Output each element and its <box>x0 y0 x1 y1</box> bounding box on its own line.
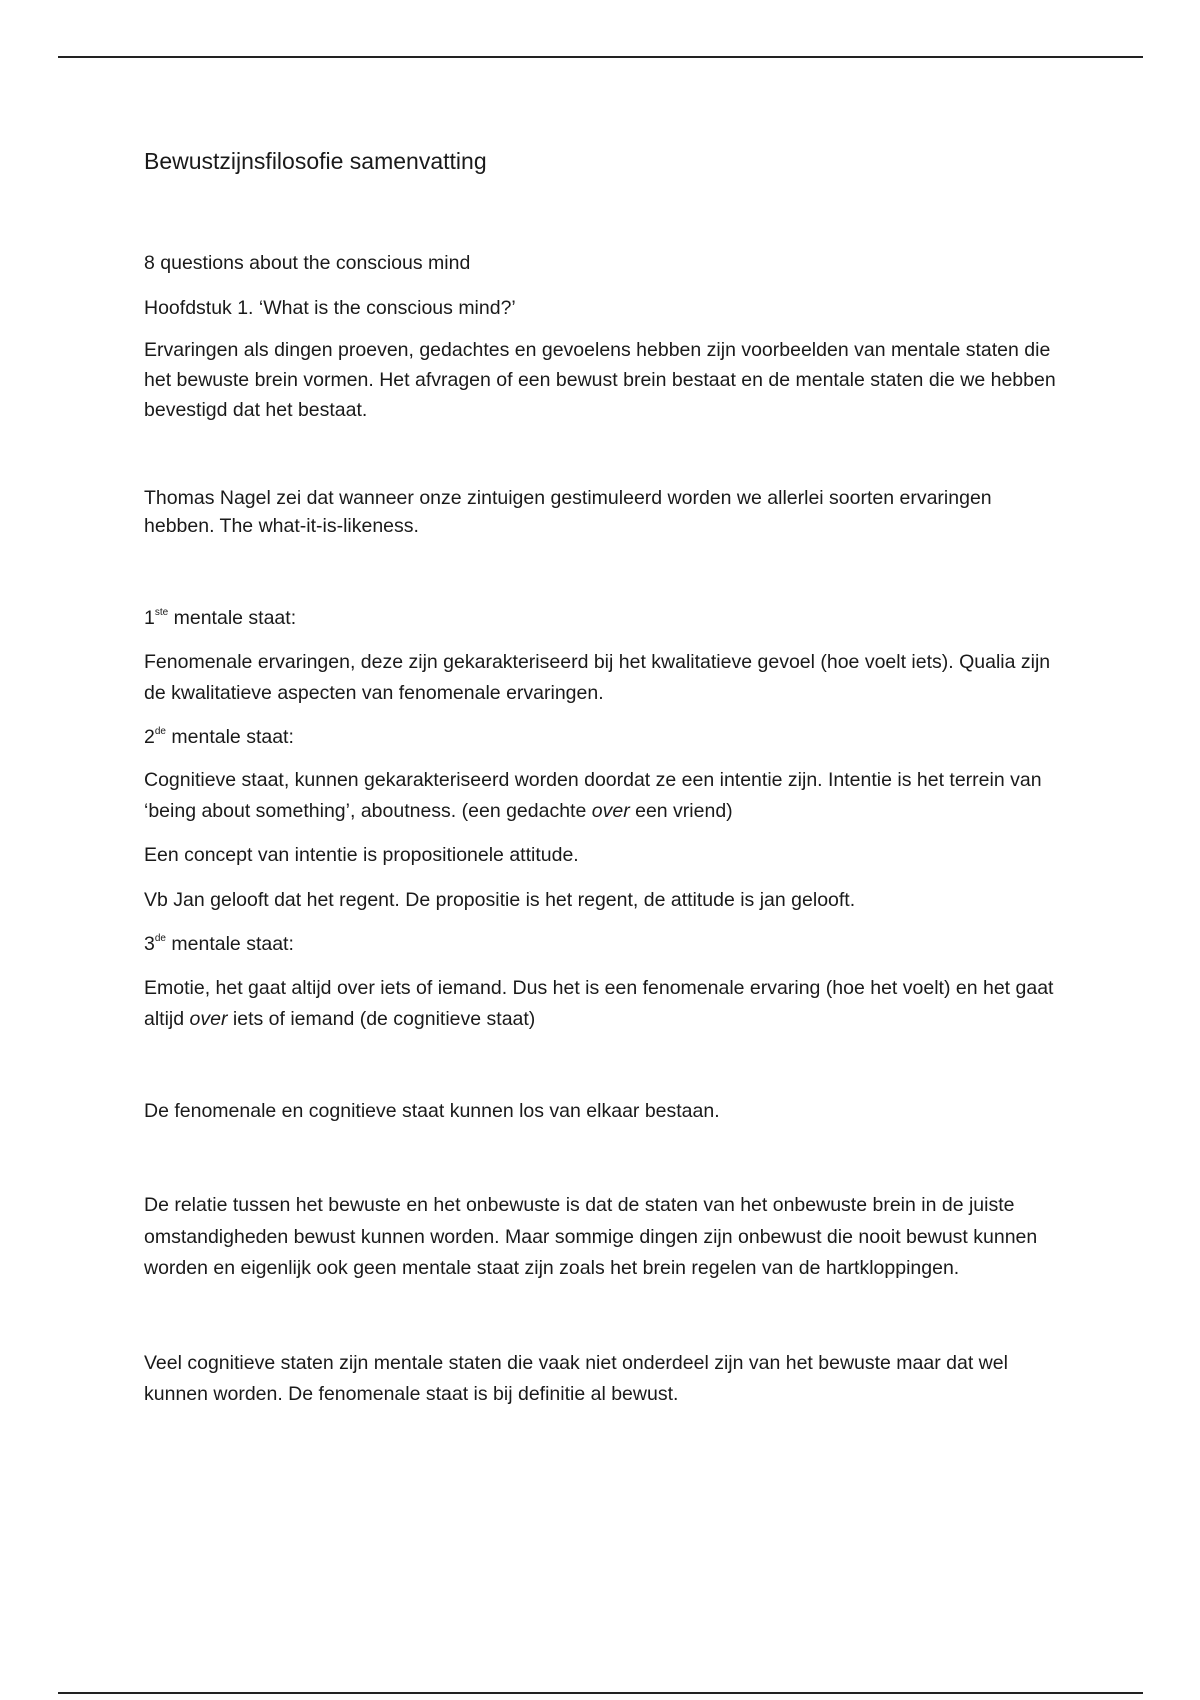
state1-heading <box>144 602 1064 635</box>
state1-ordinal: ste <box>154 607 169 618</box>
independent-paragraph: De fenomenale en cognitieve staat kunnen los van elkaar bestaan. <box>144 1099 720 1122</box>
state2-text-b: een vriend) <box>629 800 733 822</box>
cognitive-paragraph: Veel cognitieve staten zijn mentale staten die vaak niet onderdeel zijn van het bewuste maar dat wel kunnen worden. De fenomenale staat is bij definitie al bewust. <box>144 1351 1008 1405</box>
state3-text-b: iets of iemand (de cognitieve staat) <box>227 1007 536 1030</box>
nagel-paragraph: Thomas Nagel zei dat wanneer onze zintuigen gestimuleerd worden we allerlei soorten ervaringen hebben. The what-it-is-likeness. <box>144 487 992 537</box>
book-title: 8 questions about the conscious mind <box>144 252 471 274</box>
state2-label: mentale staat: <box>165 725 294 748</box>
state3-heading <box>144 928 1064 961</box>
state2-emphasis: over <box>591 800 630 822</box>
footer-rule <box>58 1692 1143 1694</box>
state1-paragraph: Fenomenale ervaringen, deze zijn gekarakteriseerd bij het kwalitatieve gevoel (hoe voelt iets). Qualia zijn de kwalitatieve aspecten van fenomenale ervaringen. <box>144 650 1051 704</box>
state2-heading <box>144 721 1064 754</box>
relation-paragraph: De relatie tussen het bewuste en het onbewuste is dat de staten van het onbewuste brein in de juiste omstandigheden bewust kunnen worden. Maar sommige dingen zijn onbewust die nooit bewust kunnen worden en eigenlijk ook geen mentale staat zijn zoals het brein regelen van de hartkloppingen. <box>144 1194 1038 1279</box>
document-title: Bewustzijnsfilosofie samenvatting <box>144 148 487 174</box>
state3-text-a: Emotie, het gaat altijd over iets of iemand. Dus het is een fenomenale ervaring (hoe het voelt) en het gaat altijd <box>144 976 1054 1030</box>
state1-label: mentale staat: <box>168 607 297 629</box>
example-paragraph: Vb Jan gelooft dat het regent. De propositie is het regent, de attitude is jan gelooft. <box>144 888 856 911</box>
state2-ordinal: de <box>154 725 166 737</box>
state2-number: 2 <box>144 725 155 748</box>
intro-paragraph: Ervaringen als dingen proeven, gedachtes en gevoelens hebben zijn voorbeelden van mentale staten die het bewuste brein vormen. Het afvragen of een bewust brein bestaat en de mentale staten die we hebben bevestigd dat het bestaat. <box>144 339 1056 421</box>
state2-paragraph <box>144 765 1064 827</box>
state1-number: 1 <box>144 607 155 629</box>
concept-paragraph: Een concept van intentie is propositionele attitude. <box>144 844 579 866</box>
state2-text-a: Cognitieve staat, kunnen gekarakteriseerd worden doordat ze een intentie zijn. Intentie is het terrein van ‘being about something’, aboutness. (een gedachte <box>144 769 1042 822</box>
header-rule <box>58 56 1143 58</box>
chapter-heading: Hoofdstuk 1. ‘What is the conscious mind?’ <box>144 296 516 319</box>
state3-number: 3 <box>144 933 155 955</box>
state3-ordinal: de <box>154 933 166 944</box>
state3-emphasis: over <box>189 1007 228 1030</box>
state3-label: mentale staat: <box>165 933 294 955</box>
state3-paragraph <box>144 973 1064 1035</box>
document-body <box>144 146 1064 1410</box>
